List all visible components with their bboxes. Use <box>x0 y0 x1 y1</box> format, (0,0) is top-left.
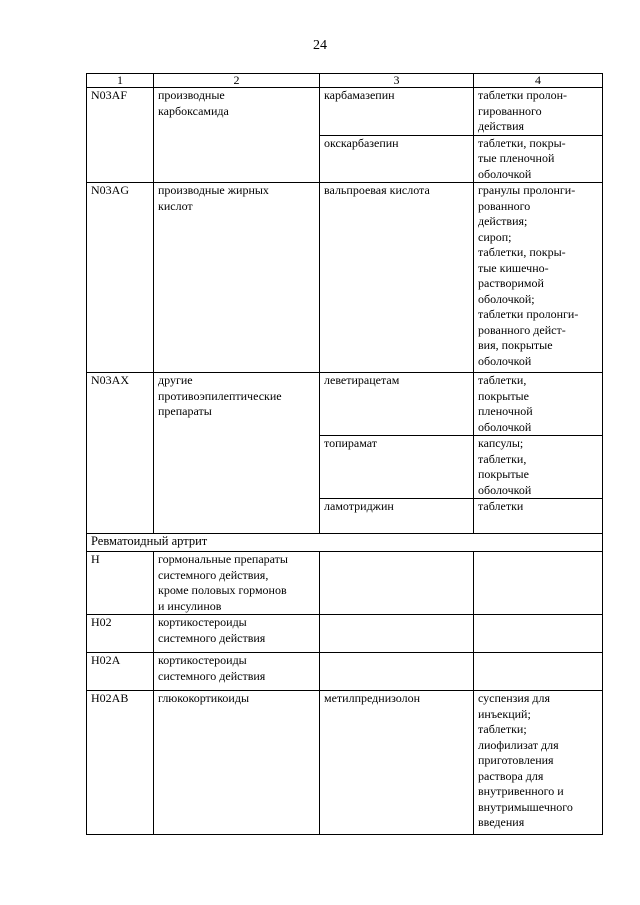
dosage-form: таблетки <box>474 499 603 534</box>
drug-name: топирамат <box>320 436 474 499</box>
group-name: производные жирных кислот <box>154 183 320 373</box>
header-cell: 4 <box>474 74 603 88</box>
group-name: кортикостероиды системного действия <box>154 615 320 653</box>
drug-name <box>320 653 474 691</box>
header-cell: 3 <box>320 74 474 88</box>
dosage-form: таблетки, покрытые пленочной оболочкой <box>474 373 603 436</box>
atc-code: H02A <box>87 653 154 691</box>
section-title: Ревматоидный артрит <box>87 534 603 552</box>
drug-name: окскарбазепин <box>320 135 474 183</box>
section-row <box>87 534 603 552</box>
atc-code: N03AF <box>87 88 154 183</box>
drug-name: ламотриджин <box>320 499 474 534</box>
group-name: гормональные препараты системного действия, кроме половых гормонов и инсулинов <box>154 552 320 615</box>
atc-code: N03AG <box>87 183 154 373</box>
group-name: глюкокортикоиды <box>154 691 320 835</box>
dosage-form <box>474 552 603 615</box>
group-name: другие противоэпилептические препараты <box>154 373 320 534</box>
group-name: производные карбоксамида <box>154 88 320 183</box>
drug-name <box>320 552 474 615</box>
atc-code: H <box>87 552 154 615</box>
dosage-form: капсулы; таблетки, покрытые оболочкой <box>474 436 603 499</box>
drug-table <box>86 73 603 835</box>
dosage-form <box>474 653 603 691</box>
drug-name: карбамазепин <box>320 88 474 136</box>
dosage-form <box>474 615 603 653</box>
drug-name: вальпроевая кислота <box>320 183 474 373</box>
table-row <box>87 183 603 373</box>
table-row <box>87 691 603 835</box>
table-row <box>87 615 603 653</box>
table-header-row <box>87 74 603 88</box>
atc-code: H02AB <box>87 691 154 835</box>
table-row <box>87 373 603 436</box>
dosage-form: гранулы пролонги- рованного действия; сироп; таблетки, покры- тые кишечно- растворимой оболочкой; таблетки пролонги- рованного дейст- вия, покрытые оболочкой <box>474 183 603 373</box>
atc-code: H02 <box>87 615 154 653</box>
drug-name: леветирацетам <box>320 373 474 436</box>
group-name: кортикостероиды системного действия <box>154 653 320 691</box>
atc-code: N03AX <box>87 373 154 534</box>
header-cell: 1 <box>87 74 154 88</box>
drug-name <box>320 615 474 653</box>
table-row <box>87 552 603 615</box>
table-row <box>87 653 603 691</box>
dosage-form: таблетки, покры- тые пленочной оболочкой <box>474 135 603 183</box>
header-cell: 2 <box>154 74 320 88</box>
dosage-form: таблетки пролон- гированного действия <box>474 88 603 136</box>
dosage-form: суспензия для инъекций; таблетки; лиофилизат для приготовления раствора для внутривенного и внутримышечного введения <box>474 691 603 835</box>
table-row <box>87 88 603 136</box>
drug-name: метилпреднизолон <box>320 691 474 835</box>
page-number: 24 <box>313 38 327 53</box>
